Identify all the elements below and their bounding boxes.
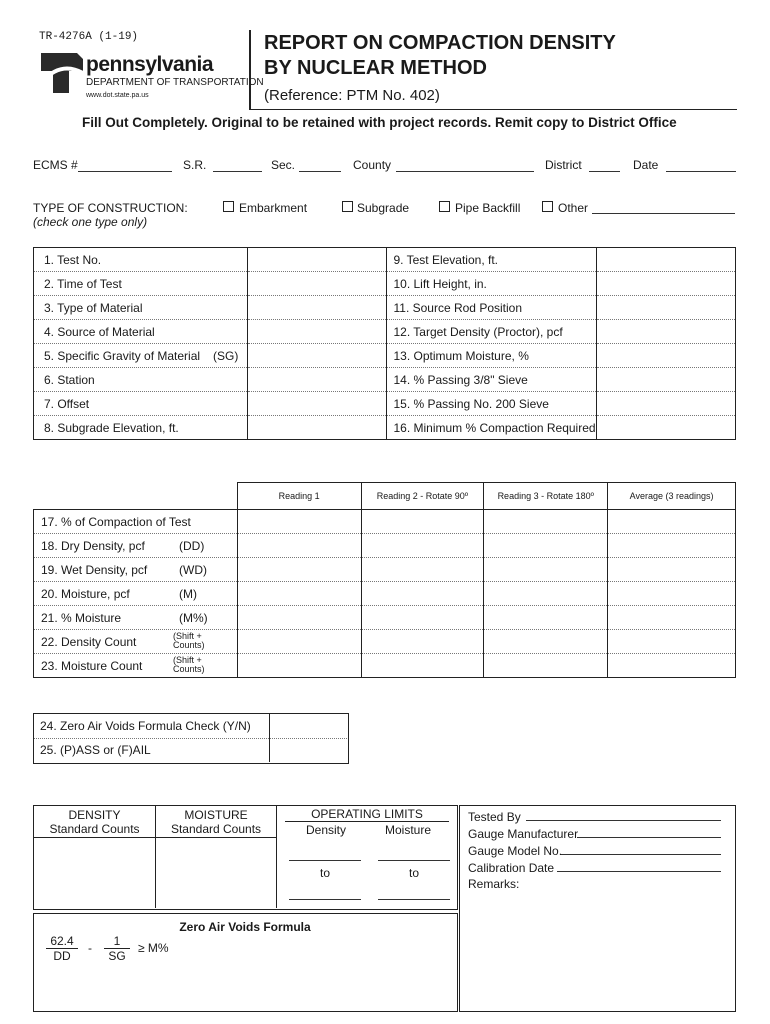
readings-row-label: 17. % of Compaction of Test bbox=[34, 510, 238, 534]
moisture-to-label: to bbox=[408, 866, 419, 880]
test-info-left-label: 1. Test No. bbox=[34, 248, 248, 272]
title-line-2: BY NUCLEAR METHOD bbox=[264, 57, 487, 79]
density-limit-low-input[interactable] bbox=[289, 860, 361, 861]
title-line-1: REPORT ON COMPACTION DENSITY bbox=[264, 32, 616, 54]
test-info-right-input[interactable] bbox=[597, 248, 736, 272]
readings-row-label: 18. Dry Density, pcf (DD) bbox=[34, 534, 238, 558]
test-info-right-label: 13. Optimum Moisture, % bbox=[387, 344, 597, 368]
subgrade-checkbox[interactable] bbox=[342, 201, 353, 212]
pipe-backfill-label: Pipe Backfill bbox=[455, 201, 521, 215]
pass-fail-label: 25. (P)ASS or (F)AIL bbox=[40, 743, 151, 757]
gauge-manufacturer-label: Gauge Manufacturer bbox=[468, 827, 579, 841]
test-info-right-label: 12. Target Density (Proctor), pcf bbox=[387, 320, 597, 344]
readings-table bbox=[33, 482, 736, 678]
test-info-table bbox=[33, 247, 736, 440]
reading-cell-input[interactable] bbox=[484, 606, 608, 630]
date-input[interactable] bbox=[666, 171, 736, 172]
formula-numerator-2: 1 bbox=[113, 934, 121, 948]
reading-cell-input[interactable] bbox=[361, 606, 484, 630]
readings-row bbox=[34, 510, 736, 534]
ecms-input[interactable] bbox=[78, 171, 172, 172]
readings-row-abbrev: (M) bbox=[179, 587, 197, 601]
moisture-limit-low-input[interactable] bbox=[378, 860, 450, 861]
test-info-left-label: 7. Offset bbox=[34, 392, 248, 416]
other-label: Other bbox=[558, 201, 589, 215]
formula-box bbox=[33, 913, 458, 1012]
gauge-manufacturer-input[interactable] bbox=[577, 837, 721, 838]
reading-2-header: Reading 2 - Rotate 90º bbox=[361, 483, 484, 510]
reading-cell-input[interactable] bbox=[237, 558, 361, 582]
test-info-right-input[interactable] bbox=[597, 392, 736, 416]
reading-cell-input[interactable] bbox=[237, 510, 361, 534]
form-number: TR-4276A (1-19) bbox=[39, 31, 139, 43]
reading-cell-input[interactable] bbox=[608, 630, 736, 654]
test-info-left-input[interactable] bbox=[247, 320, 387, 344]
county-input[interactable] bbox=[396, 171, 534, 172]
reading-cell-input[interactable] bbox=[608, 582, 736, 606]
readings-row bbox=[34, 630, 736, 654]
tested-by-label: Tested By bbox=[468, 810, 521, 824]
sr-input[interactable] bbox=[213, 171, 262, 172]
agency-website: www.dot.state.pa.us bbox=[86, 92, 149, 99]
test-info-row bbox=[34, 416, 736, 440]
test-info-left-label: 3. Type of Material bbox=[34, 296, 248, 320]
test-info-left-input[interactable] bbox=[247, 248, 387, 272]
reading-cell-input[interactable] bbox=[608, 654, 736, 678]
readings-row-abbrev: (WD) bbox=[179, 563, 207, 577]
reading-cell-input[interactable] bbox=[608, 510, 736, 534]
test-info-right-input[interactable] bbox=[597, 296, 736, 320]
reading-cell-input[interactable] bbox=[484, 510, 608, 534]
test-info-row bbox=[34, 392, 736, 416]
formula-geq: ≥ M% bbox=[138, 941, 169, 955]
gauge-model-input[interactable] bbox=[561, 854, 721, 855]
zav-check-label: 24. Zero Air Voids Formula Check (Y/N) bbox=[40, 719, 251, 733]
test-info-right-input[interactable] bbox=[597, 320, 736, 344]
test-info-left-input[interactable] bbox=[247, 368, 387, 392]
test-info-left-input[interactable] bbox=[247, 416, 387, 440]
ecms-label: ECMS # bbox=[33, 158, 78, 172]
test-info-left-label: 5. Specific Gravity of Material (SG) bbox=[34, 344, 248, 368]
subgrade-label: Subgrade bbox=[357, 201, 410, 215]
density-header: DENSITY Standard Counts bbox=[49, 808, 140, 836]
district-label: District bbox=[545, 158, 582, 172]
tested-by-input[interactable] bbox=[526, 820, 721, 821]
test-info-right-label: 9. Test Elevation, ft. bbox=[387, 248, 597, 272]
sec-input[interactable] bbox=[299, 171, 341, 172]
reading-cell-input[interactable] bbox=[237, 534, 361, 558]
zav-check-box bbox=[33, 713, 349, 764]
header-divider bbox=[249, 30, 251, 110]
other-input[interactable] bbox=[592, 213, 735, 214]
other-checkbox[interactable] bbox=[542, 201, 553, 212]
standard-counts-box bbox=[33, 805, 458, 910]
readings-row bbox=[34, 654, 736, 678]
reading-cell-input[interactable] bbox=[484, 654, 608, 678]
formula-title: Zero Air Voids Formula bbox=[179, 920, 311, 934]
test-info-right-input[interactable] bbox=[597, 344, 736, 368]
embarkment-checkbox[interactable] bbox=[223, 201, 234, 212]
test-info-left-input[interactable] bbox=[247, 272, 387, 296]
readings-row-label: 21. % Moisture (M%) bbox=[34, 606, 238, 630]
test-info-right-input[interactable] bbox=[597, 272, 736, 296]
test-info-left-input[interactable] bbox=[247, 296, 387, 320]
test-info-right-label: 14. % Passing 3/8" Sieve bbox=[387, 368, 597, 392]
calibration-date-label: Calibration Date bbox=[468, 861, 555, 875]
district-input[interactable] bbox=[589, 171, 620, 172]
readings-row-label: 23. Moisture Count (Shift + Counts) bbox=[34, 654, 238, 678]
limits-density-header: Density bbox=[305, 823, 346, 837]
density-to-label: to bbox=[319, 866, 330, 880]
test-info-row bbox=[34, 344, 736, 368]
moisture-limit-high-input[interactable] bbox=[378, 899, 450, 900]
test-info-left-input[interactable] bbox=[247, 344, 387, 368]
density-limit-high-input[interactable] bbox=[289, 899, 361, 900]
department-name: DEPARTMENT OF TRANSPORTATION bbox=[86, 77, 264, 88]
readings-row-abbrev: (DD) bbox=[179, 539, 205, 553]
county-label: County bbox=[353, 158, 392, 172]
reading-cell-input[interactable] bbox=[361, 630, 484, 654]
header-rule bbox=[249, 109, 737, 110]
reading-cell-input[interactable] bbox=[484, 630, 608, 654]
construction-note: (check one type only) bbox=[33, 215, 148, 229]
reading-3-header: Reading 3 - Rotate 180º bbox=[484, 483, 608, 510]
agency-name: pennsylvania bbox=[86, 53, 214, 76]
sec-label: Sec. bbox=[271, 158, 296, 172]
reference-text: (Reference: PTM No. 402) bbox=[264, 87, 440, 104]
instructions: Fill Out Completely. Original to be retained with project records. Remit copy to District Office bbox=[82, 115, 677, 130]
reading-cell-input[interactable] bbox=[484, 534, 608, 558]
readings-row-abbrev: (Shift + Counts) bbox=[173, 655, 205, 674]
gauge-model-label: Gauge Model No. bbox=[468, 844, 563, 858]
moisture-standard-input[interactable] bbox=[156, 838, 276, 908]
readings-row-label: 20. Moisture, pcf (M) bbox=[34, 582, 238, 606]
test-info-right-label: 16. Minimum % Compaction Required bbox=[387, 416, 597, 440]
test-info-row bbox=[34, 248, 736, 272]
limits-moisture-header: Moisture bbox=[384, 823, 431, 837]
reading-cell-input[interactable] bbox=[361, 534, 484, 558]
test-info-row bbox=[34, 320, 736, 344]
date-label: Date bbox=[633, 158, 659, 172]
readings-row bbox=[34, 582, 736, 606]
reading-cell-input[interactable] bbox=[484, 558, 608, 582]
moisture-header: MOISTURE Standard Counts bbox=[170, 808, 262, 836]
test-info-left-input[interactable] bbox=[247, 392, 387, 416]
readings-row bbox=[34, 534, 736, 558]
calibration-date-input[interactable] bbox=[557, 871, 721, 872]
remarks-label: Remarks: bbox=[468, 877, 520, 891]
reading-cell-input[interactable] bbox=[484, 582, 608, 606]
readings-row-label: 19. Wet Density, pcf (WD) bbox=[34, 558, 238, 582]
readings-row bbox=[34, 606, 736, 630]
embarkment-label: Embarkment bbox=[239, 201, 308, 215]
reading-cell-input[interactable] bbox=[608, 606, 736, 630]
zav-check-input[interactable] bbox=[270, 714, 347, 738]
test-info-left-label: 4. Source of Material bbox=[34, 320, 248, 344]
test-info-left-label: 6. Station bbox=[34, 368, 248, 392]
remarks-input[interactable] bbox=[468, 894, 726, 1004]
test-info-row bbox=[34, 368, 736, 392]
density-standard-input[interactable] bbox=[34, 838, 155, 908]
construction-label: TYPE OF CONSTRUCTION: bbox=[33, 201, 188, 215]
test-info-row bbox=[34, 272, 736, 296]
test-info-right-label: 10. Lift Height, in. bbox=[387, 272, 597, 296]
formula-denominator-2: SG bbox=[108, 949, 126, 963]
reading-cell-input[interactable] bbox=[361, 558, 484, 582]
readings-row-abbrev: (Shift + Counts) bbox=[173, 631, 205, 650]
test-info-row bbox=[34, 296, 736, 320]
formula-numerator-1: 62.4 bbox=[50, 934, 74, 948]
operating-limits-header: OPERATING LIMITS bbox=[311, 807, 423, 821]
reading-1-header: Reading 1 bbox=[237, 483, 361, 510]
reading-cell-input[interactable] bbox=[237, 630, 361, 654]
test-info-right-input[interactable] bbox=[597, 416, 736, 440]
formula-minus: - bbox=[88, 941, 92, 955]
average-header: Average (3 readings) bbox=[608, 483, 736, 510]
readings-row-label: 22. Density Count (Shift + Counts) bbox=[34, 630, 238, 654]
sg-abbrev: (SG) bbox=[213, 348, 239, 363]
readings-row-abbrev: (M%) bbox=[179, 611, 208, 625]
pennsylvania-logo bbox=[39, 51, 85, 95]
reading-cell-input[interactable] bbox=[237, 654, 361, 678]
reading-cell-input[interactable] bbox=[237, 606, 361, 630]
reading-cell-input[interactable] bbox=[608, 534, 736, 558]
formula-denominator-1: DD bbox=[53, 949, 71, 963]
pass-fail-input[interactable] bbox=[270, 739, 347, 762]
reading-cell-input[interactable] bbox=[361, 654, 484, 678]
test-info-left-label: 8. Subgrade Elevation, ft. bbox=[34, 416, 248, 440]
reading-cell-input[interactable] bbox=[361, 510, 484, 534]
reading-cell-input[interactable] bbox=[608, 558, 736, 582]
sr-label: S.R. bbox=[183, 158, 207, 172]
pipe-backfill-checkbox[interactable] bbox=[439, 201, 450, 212]
test-info-left-label: 2. Time of Test bbox=[34, 272, 248, 296]
reading-cell-input[interactable] bbox=[361, 582, 484, 606]
test-info-right-label: 11. Source Rod Position bbox=[387, 296, 597, 320]
test-info-right-label: 15. % Passing No. 200 Sieve bbox=[387, 392, 597, 416]
reading-cell-input[interactable] bbox=[237, 582, 361, 606]
gauge-info-box bbox=[459, 805, 736, 1012]
test-info-right-input[interactable] bbox=[597, 368, 736, 392]
readings-row bbox=[34, 558, 736, 582]
